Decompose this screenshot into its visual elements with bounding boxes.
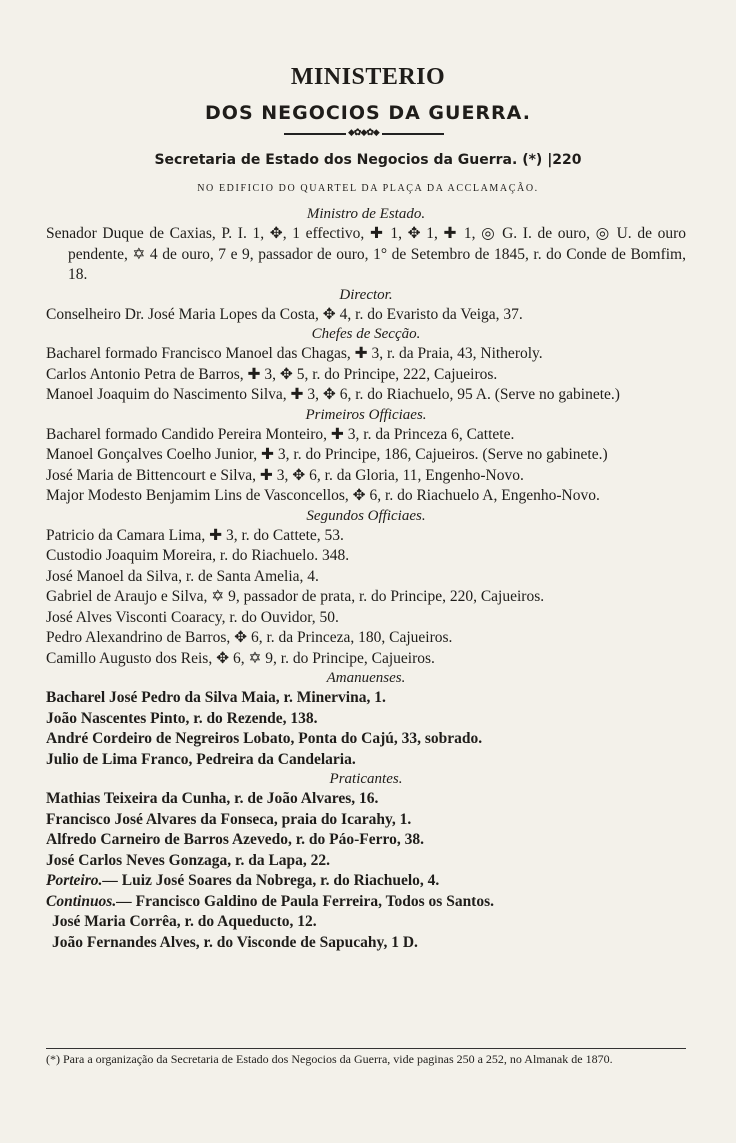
list-item: Julio de Lima Franco, Pedreira da Candelaria. xyxy=(46,750,356,768)
list-item: Conselheiro Dr. José Maria Lopes da Costa, ✥ 4, r. do Evaristo da Veiga, 37. xyxy=(46,305,523,323)
list-item: João Nascentes Pinto, r. do Rezende, 138. xyxy=(46,709,318,727)
continuos-label: Continuos.— xyxy=(46,892,132,910)
list-item: Francisco José Alvares da Fonseca, praia do Icarahy, 1. xyxy=(46,810,412,828)
section-heading-segundos: Segundos Officiaes. xyxy=(306,507,426,524)
porteiro-text: Luiz José Soares da Nobrega, r. do Riachuelo, 4. xyxy=(117,872,440,889)
list-item: Carlos Antonio Petra de Barros, ✚ 3, ✥ 5, r. do Principe, 222, Cajueiros. xyxy=(46,365,498,383)
ministry-subtitle: DOS NEGOCIOS DA GUERRA. xyxy=(205,102,531,124)
list-item: José Alves Visconti Coaracy, r. do Ouvidor, 50. xyxy=(46,608,339,626)
list-item: Custodio Joaquim Moreira, r. do Riachuelo. 348. xyxy=(46,547,350,564)
continuos-text: Francisco Galdino de Paula Ferreira, Todos os Santos. xyxy=(131,892,495,910)
porteiro-entry xyxy=(46,871,686,892)
list-item: Manoel Joaquim do Nascimento Silva, ✚ 3, ✥ 6, r. do Riachuelo, 95 A. (Serve no gabinete.) xyxy=(46,386,620,403)
section-heading-ministro: Ministro de Estado. xyxy=(306,206,426,222)
list-item: Patricio da Camara Lima, ✚ 3, r. do Cattete, 53. xyxy=(46,526,344,544)
list-item: Gabriel de Araujo e Silva, ✡ 9, passador de prata, r. do Principe, 220, Cajueiros. xyxy=(46,588,545,605)
list-item: Manoel Gonçalves Coelho Junior, ✚ 3, r. do Principe, 186, Cajueiros. (Serve no gabinete.) xyxy=(46,446,608,463)
section-heading-director: Director. xyxy=(339,286,393,303)
secretaria-title: Secretaria de Estado dos Negocios da Guerra. (*) |220 xyxy=(154,152,582,168)
porteiro-label: Porteiro.— xyxy=(46,872,118,889)
footnote: (*) Para a organização da Secretaria de Estado dos Negocios da Guerra, vide paginas 250 a 252, no Almanak de 1870. xyxy=(46,1052,613,1066)
list-item: José Manoel da Silva, r. de Santa Amelia, 4. xyxy=(46,567,319,585)
list-item: Mathias Teixeira da Cunha, r. de João Alvares, 16. xyxy=(46,790,379,807)
list-item: João Fernandes Alves, r. do Visconde de Sapucahy, 1 D. xyxy=(52,933,418,951)
secretaria-location: NO EDIFICIO DO QUARTEL DA PLAÇA DA ACCLAMAÇÃO. xyxy=(197,183,539,194)
section-heading-primeiros: Primeiros Officiaes. xyxy=(305,406,427,423)
continuos-entry xyxy=(46,892,686,913)
list-item: Major Modesto Benjamim Lins de Vasconcellos, ✥ 6, r. do Riachuelo A, Engenho-Novo. xyxy=(46,487,600,504)
list-item: Camillo Augusto dos Reis, ✥ 6, ✡ 9, r. do Principe, Cajueiros. xyxy=(46,649,435,667)
list-item: Alfredo Carneiro de Barros Azevedo, r. do Páo-Ferro, 38. xyxy=(46,831,424,848)
list-item: Bacharel José Pedro da Silva Maia, r. Minervina, 1. xyxy=(46,689,386,706)
ornament-divider: ◆✿◆✿◆ xyxy=(284,130,444,138)
list-item: André Cordeiro de Negreiros Lobato, Ponta do Cajú, 33, sobrado. xyxy=(46,730,483,747)
list-item: Bacharel formado Candido Pereira Monteiro, ✚ 3, r. da Princeza 6, Cattete. xyxy=(46,425,515,443)
footnote-divider xyxy=(46,1048,686,1049)
list-item: José Carlos Neves Gonzaga, r. da Lapa, 22. xyxy=(46,851,331,869)
section-heading-praticantes: Praticantes. xyxy=(329,771,403,787)
directory-content xyxy=(46,205,686,953)
list-item: José Maria Corrêa, r. do Aqueducto, 12. xyxy=(52,913,317,930)
list-item: Bacharel formado Francisco Manoel das Chagas, ✚ 3, r. da Praia, 43, Nitheroly. xyxy=(46,345,543,362)
ministry-title: MINISTERIO xyxy=(290,64,446,90)
list-item: José Maria de Bittencourt e Silva, ✚ 3, ✥ 6, r. da Gloria, 11, Engenho-Novo. xyxy=(46,466,524,484)
section-heading-amanuenses: Amanuenses. xyxy=(326,670,406,686)
list-item: Senador Duque de Caxias, P. I. 1, ✥, 1 effectivo, ✚ 1, ✥ 1, ✚ 1, ◎ G. I. de ouro, ◎ U. de ouro pendente, ✡ 4 de ouro, 7 e 9, passador de ouro, 1° de Setembro de 1845, r. do Conde de Bomfim, 18. xyxy=(46,225,686,283)
section-heading-chefes: Chefes de Secção. xyxy=(311,326,421,342)
list-item: Pedro Alexandrino de Barros, ✥ 6, r. da Princeza, 180, Cajueiros. xyxy=(46,629,453,646)
